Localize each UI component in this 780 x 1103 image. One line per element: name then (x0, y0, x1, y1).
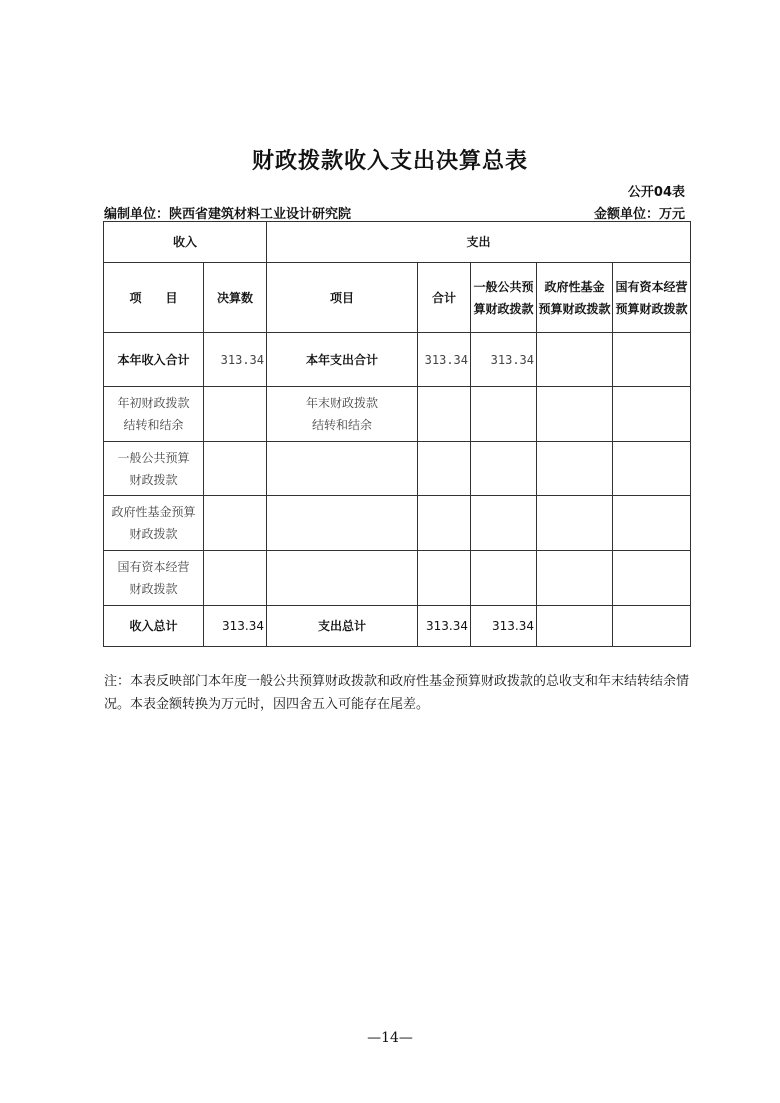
row-general-value (471, 551, 537, 606)
row-income-label-line2: 财政拨款 (129, 472, 178, 487)
row-income-label-line1: 一般公共预算 (117, 450, 190, 465)
row-income-label (104, 387, 204, 442)
header-row-columns (104, 263, 691, 333)
header-row-top (104, 222, 691, 263)
row-general-value (471, 496, 537, 551)
table-note: 注：本表反映部门本年度一般公共预算财政拨款和政府性基金预算财政拨款的总收支和年末结转结余情况。本表金额转换为万元时，因四舍五入可能存在尾差。 (104, 674, 690, 712)
row-income-value: 313.34 (204, 333, 267, 387)
row-general-value: 313.34 (471, 333, 537, 387)
row-income-label-line1: 政府性基金预算 (111, 505, 196, 519)
row-total-value (418, 442, 471, 496)
header-general-budget-line2: 算财政拨款 (473, 301, 534, 316)
row-income-label (104, 442, 204, 496)
row-expense-label: 支出总计 (267, 606, 418, 647)
row-income-label (104, 551, 204, 606)
row-total-value: 313.34 (418, 606, 471, 647)
row-general-value: 313.34 (471, 606, 537, 647)
table-row (104, 442, 691, 496)
row-state-value (613, 442, 691, 496)
row-income-label-line2: 财政拨款 (129, 582, 178, 596)
form-code: 公开04表 (627, 185, 685, 200)
row-income-label: 收入总计 (104, 606, 204, 647)
final-accounts-table (103, 221, 691, 647)
row-income-label-line2: 结转和结余 (123, 418, 184, 432)
row-state-value (613, 606, 691, 647)
row-income-value: 313.34 (204, 606, 267, 647)
amount-unit-label: 金额单位：万元 (593, 207, 685, 222)
page-title: 财政拨款收入支出决算总表 (251, 149, 528, 174)
row-income-label: 本年收入合计 (104, 333, 204, 387)
row-general-value (471, 387, 537, 442)
row-gov-value (537, 606, 613, 647)
row-state-value (613, 333, 691, 387)
header-expense: 支出 (267, 222, 691, 263)
header-gov-fund (537, 263, 613, 333)
row-state-value (613, 387, 691, 442)
row-expense-label (267, 496, 418, 551)
table-row (104, 551, 691, 606)
row-expense-label-line1: 年末财政拨款 (306, 396, 379, 410)
row-income-label-line2: 财政拨款 (129, 527, 178, 541)
row-gov-value (537, 551, 613, 606)
header-item: 项 目 (104, 263, 204, 333)
row-general-value (471, 442, 537, 496)
row-gov-value (537, 442, 613, 496)
header-gov-fund-line1: 政府性基金 (544, 279, 605, 294)
row-total-value (418, 551, 471, 606)
header-state-capital-line2: 预算财政拨款 (615, 301, 688, 316)
row-income-label-line1: 年初财政拨款 (117, 396, 190, 410)
header-state-capital-line1: 国有资本经营 (615, 279, 688, 294)
row-income-value (204, 387, 267, 442)
header-state-capital (613, 263, 691, 333)
row-gov-value (537, 496, 613, 551)
page-number: —14— (367, 1030, 413, 1046)
table-row (104, 387, 691, 442)
row-gov-value (537, 387, 613, 442)
row-income-value (204, 496, 267, 551)
row-total-value (418, 496, 471, 551)
table-row-total (104, 606, 691, 647)
row-expense-label: 本年支出合计 (267, 333, 418, 387)
header-item-expense: 项目 (267, 263, 418, 333)
header-gov-fund-line2: 预算财政拨款 (538, 301, 611, 316)
row-total-value: 313.34 (418, 333, 471, 387)
header-general-budget (471, 263, 537, 333)
header-final-amount: 决算数 (204, 263, 267, 333)
row-expense-label (267, 387, 418, 442)
row-gov-value (537, 333, 613, 387)
header-total: 合计 (418, 263, 471, 333)
organization-label: 编制单位：陕西省建筑材料工业设计研究院 (104, 207, 352, 222)
header-income: 收入 (104, 222, 267, 263)
table-row (104, 496, 691, 551)
row-expense-label-line2: 结转和结余 (312, 418, 373, 432)
row-state-value (613, 496, 691, 551)
row-income-label (104, 496, 204, 551)
table-row (104, 333, 691, 387)
row-expense-label (267, 551, 418, 606)
row-income-label-line1: 国有资本经营 (117, 560, 190, 574)
row-expense-label (267, 442, 418, 496)
row-total-value (418, 387, 471, 442)
header-general-budget-line1: 一般公共预 (473, 279, 534, 294)
row-state-value (613, 551, 691, 606)
row-income-value (204, 551, 267, 606)
row-income-value (204, 442, 267, 496)
